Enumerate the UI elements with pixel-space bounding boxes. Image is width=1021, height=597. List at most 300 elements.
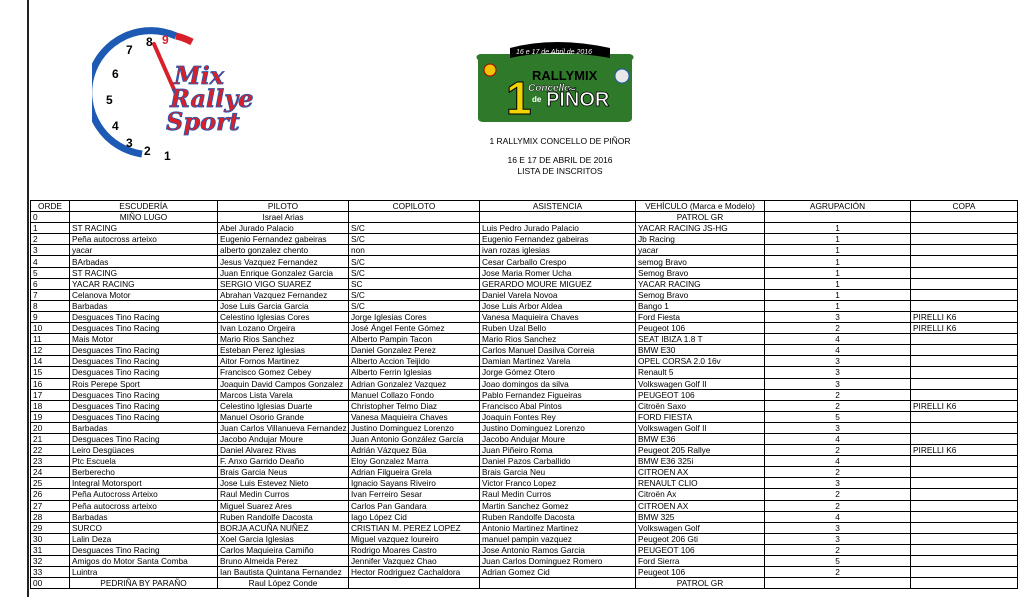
cell-copiloto: Alberto Ferrin Iglesias bbox=[349, 367, 480, 378]
cell-asistencia: Jose Antonio Ramos Garcia bbox=[480, 544, 636, 555]
cell-piloto: Jesus Vazquez Fernandez bbox=[218, 256, 349, 267]
cell-piloto: Miguel Suarez Ares bbox=[218, 500, 349, 511]
cell-vehiculo: Semog Bravo bbox=[636, 289, 765, 300]
cell-copiloto: Rodrigo Moares Castro bbox=[349, 544, 480, 555]
cell-orde: 17 bbox=[31, 389, 70, 400]
cell-vehiculo: semog Bravo bbox=[636, 256, 765, 267]
cell-vehiculo: PATROL GR bbox=[636, 578, 765, 589]
cell-piloto: Brais Garcia Neus bbox=[218, 467, 349, 478]
cell-asistencia: Adrian Gomez Cid bbox=[480, 567, 636, 578]
cell-escuderia: Desguaces Tino Racing bbox=[70, 356, 218, 367]
cell-copa bbox=[911, 511, 1018, 522]
cell-asistencia: Daniel Varela Novoa bbox=[480, 289, 636, 300]
cell-vehiculo: CITROEN AX bbox=[636, 467, 765, 478]
cell-escuderia: Peña autocross arteixo bbox=[70, 234, 218, 245]
cell-escuderia: Desguaces Tino Racing bbox=[70, 433, 218, 444]
table-row bbox=[31, 533, 1018, 544]
cell-agrupacion: 2 bbox=[765, 544, 911, 555]
cell-escuderia: ST RACING bbox=[70, 223, 218, 234]
cell-orde: 33 bbox=[31, 567, 70, 578]
cell-copiloto: Eloy Gonzalez Marra bbox=[349, 456, 480, 467]
cell-agrupacion: 1 bbox=[765, 300, 911, 311]
table-row bbox=[31, 456, 1018, 467]
col-header-copa: COPA bbox=[911, 201, 1018, 212]
cell-copiloto: Manuel Collazo Fondo bbox=[349, 389, 480, 400]
cell-copiloto: Ivan Ferreiro Sesar bbox=[349, 489, 480, 500]
cell-piloto: Celestino Iglesias Cores bbox=[218, 311, 349, 322]
cell-orde: 30 bbox=[31, 533, 70, 544]
cell-orde: 6 bbox=[31, 278, 70, 289]
cell-agrupacion: 2 bbox=[765, 400, 911, 411]
cell-vehiculo: BMW 325 bbox=[636, 511, 765, 522]
cell-vehiculo: RENAULT CLIO bbox=[636, 478, 765, 489]
cell-orde: 15 bbox=[31, 367, 70, 378]
cell-asistencia: Ruben Randolfe Dacosta bbox=[480, 511, 636, 522]
cell-agrupacion: 4 bbox=[765, 345, 911, 356]
cell-piloto: Aitor Fornos Martinez bbox=[218, 356, 349, 367]
cell-asistencia: Victor Franco Lopez bbox=[480, 478, 636, 489]
table-row bbox=[31, 500, 1018, 511]
cell-asistencia: ivan rozas iglesias bbox=[480, 245, 636, 256]
cell-copiloto: Iago López Cid bbox=[349, 511, 480, 522]
cell-vehiculo: BMW E36 325i bbox=[636, 456, 765, 467]
cell-orde: 25 bbox=[31, 478, 70, 489]
cell-copiloto: Justino Dominguez Lorenzo bbox=[349, 422, 480, 433]
cell-orde: 22 bbox=[31, 445, 70, 456]
cell-vehiculo: Volkswagen Golf II bbox=[636, 422, 765, 433]
cell-piloto: Ruben Randolfe Dacosta bbox=[218, 511, 349, 522]
cell-copa bbox=[911, 544, 1018, 555]
cell-asistencia: Jose Maria Romer Ucha bbox=[480, 267, 636, 278]
cell-asistencia: Joao domingos da silva bbox=[480, 378, 636, 389]
cell-agrupacion: 3 bbox=[765, 522, 911, 533]
cell-asistencia: Cesar Carballo Crespo bbox=[480, 256, 636, 267]
entry-list-table bbox=[30, 200, 1018, 589]
cell-escuderia: Desguaces Tino Racing bbox=[70, 345, 218, 356]
cell-agrupacion: 1 bbox=[765, 256, 911, 267]
cell-asistencia: Daniel Pazos Carballido bbox=[480, 456, 636, 467]
cell-escuderia: PEDRIÑA BY PARAÑO bbox=[70, 578, 218, 589]
cell-copa bbox=[911, 500, 1018, 511]
cell-escuderia: Leiro Desgüaces bbox=[70, 445, 218, 456]
col-header-piloto: PILOTO bbox=[218, 201, 349, 212]
cell-vehiculo: Peugeot 106 bbox=[636, 323, 765, 334]
cell-escuderia: Ptc Escuela bbox=[70, 456, 218, 467]
cell-vehiculo: Peugeot 106 bbox=[636, 567, 765, 578]
table-row bbox=[31, 378, 1018, 389]
cell-copiloto: S/C bbox=[349, 234, 480, 245]
cell-escuderia: Amigos do Motor Santa Comba bbox=[70, 556, 218, 567]
cell-agrupacion: 5 bbox=[765, 411, 911, 422]
cell-agrupacion: 1 bbox=[765, 278, 911, 289]
table-row bbox=[31, 311, 1018, 322]
cell-copa bbox=[911, 433, 1018, 444]
cell-asistencia: Vanesa Maquieira Chaves bbox=[480, 311, 636, 322]
cell-escuderia: yacar bbox=[70, 245, 218, 256]
dial-number: 2 bbox=[144, 144, 151, 158]
cell-escuderia: Peña Autocross Arteixo bbox=[70, 489, 218, 500]
cell-copa bbox=[911, 489, 1018, 500]
cell-copiloto: S/C bbox=[349, 300, 480, 311]
cell-orde: 23 bbox=[31, 456, 70, 467]
cell-piloto: Ivan Lozano Orgeira bbox=[218, 323, 349, 334]
cell-copa bbox=[911, 267, 1018, 278]
cell-copa bbox=[911, 223, 1018, 234]
table-row bbox=[31, 300, 1018, 311]
cell-piloto: Juan Carlos Villanueva Fernandez bbox=[218, 422, 349, 433]
logo-big-number: 1 bbox=[506, 72, 532, 124]
cell-vehiculo: Citroën Saxo bbox=[636, 400, 765, 411]
cell-orde: 26 bbox=[31, 489, 70, 500]
cell-orde: 32 bbox=[31, 556, 70, 567]
table-row bbox=[31, 223, 1018, 234]
cell-copiloto: Alberto Pampin Tacon bbox=[349, 334, 480, 345]
cell-copa: PIRELLI K6 bbox=[911, 311, 1018, 322]
cell-vehiculo: Citroën Ax bbox=[636, 489, 765, 500]
cell-asistencia bbox=[480, 212, 636, 223]
table-row bbox=[31, 478, 1018, 489]
table-row bbox=[31, 511, 1018, 522]
cell-agrupacion: 3 bbox=[765, 367, 911, 378]
cell-copa bbox=[911, 578, 1018, 589]
cell-agrupacion: 3 bbox=[765, 311, 911, 322]
col-header-agrupacion: AGRUPACIÓN bbox=[765, 201, 911, 212]
cell-agrupacion bbox=[765, 212, 911, 223]
dial-number: 6 bbox=[112, 67, 119, 81]
cell-orde: 29 bbox=[31, 522, 70, 533]
cell-copa: PIRELLI K6 bbox=[911, 445, 1018, 456]
cell-orde: 28 bbox=[31, 511, 70, 522]
cell-agrupacion: 2 bbox=[765, 500, 911, 511]
cell-vehiculo: Jb Racing bbox=[636, 234, 765, 245]
cell-orde: 21 bbox=[31, 433, 70, 444]
dial-number: 5 bbox=[106, 93, 113, 107]
cell-escuderia: MIÑO LUGO bbox=[70, 212, 218, 223]
cell-escuderia: Mais Motor bbox=[70, 334, 218, 345]
cell-asistencia: manuel pampin vazquez bbox=[480, 533, 636, 544]
cell-vehiculo: OPEL CORSA 2.0 16v bbox=[636, 356, 765, 367]
cell-asistencia: Juan Piñeiro Roma bbox=[480, 445, 636, 456]
cell-agrupacion: 2 bbox=[765, 467, 911, 478]
dial-number: 4 bbox=[112, 119, 119, 133]
table-row bbox=[31, 356, 1018, 367]
cell-orde: 3 bbox=[31, 245, 70, 256]
table-row bbox=[31, 212, 1018, 223]
cell-asistencia: Jacobo Andujar Moure bbox=[480, 433, 636, 444]
table-row bbox=[31, 522, 1018, 533]
cell-copa bbox=[911, 278, 1018, 289]
logo-title-concello: Concello bbox=[528, 83, 571, 94]
cell-asistencia: Antonio Martinez Martinez bbox=[480, 522, 636, 533]
cell-vehiculo: Volkswagen Golf bbox=[636, 522, 765, 533]
cell-orde: 7 bbox=[31, 289, 70, 300]
cell-escuderia: Berberecho bbox=[70, 467, 218, 478]
col-header-escuderia: ESCUDERÍA bbox=[70, 201, 218, 212]
cell-piloto: Mario Rios Sanchez bbox=[218, 334, 349, 345]
cell-asistencia: Jorge Gómez Otero bbox=[480, 367, 636, 378]
table-row bbox=[31, 400, 1018, 411]
table-row bbox=[31, 411, 1018, 422]
cell-escuderia: Desguaces Tino Racing bbox=[70, 411, 218, 422]
cell-asistencia: Jose Luis Arbor Aldea bbox=[480, 300, 636, 311]
cell-escuderia: Barbadas bbox=[70, 300, 218, 311]
cell-asistencia: Eugenio Fernandez gabeiras bbox=[480, 234, 636, 245]
cell-escuderia: Integral Motorsport bbox=[70, 478, 218, 489]
cell-copiloto bbox=[349, 578, 480, 589]
table-row bbox=[31, 445, 1018, 456]
cell-orde: 31 bbox=[31, 544, 70, 555]
cell-agrupacion: 1 bbox=[765, 289, 911, 300]
cell-orde: 14 bbox=[31, 356, 70, 367]
table-body bbox=[31, 212, 1018, 589]
cell-copa bbox=[911, 212, 1018, 223]
cell-agrupacion bbox=[765, 578, 911, 589]
cell-orde: 18 bbox=[31, 400, 70, 411]
cell-piloto: Carlos Maquieira Camiño bbox=[218, 544, 349, 555]
cell-copiloto: Alberto Accion Teijido bbox=[349, 356, 480, 367]
cell-escuderia: Desguaces Tino Racing bbox=[70, 323, 218, 334]
cell-agrupacion: 1 bbox=[765, 234, 911, 245]
cell-vehiculo: BMW E36 bbox=[636, 433, 765, 444]
cell-vehiculo: PATROL GR bbox=[636, 212, 765, 223]
cell-agrupacion: 5 bbox=[765, 556, 911, 567]
cell-escuderia: SURCO bbox=[70, 522, 218, 533]
cell-piloto: Raul López Conde bbox=[218, 578, 349, 589]
cell-copiloto: S/C bbox=[349, 267, 480, 278]
cell-asistencia: Raul Medin Curros bbox=[480, 489, 636, 500]
table-row bbox=[31, 544, 1018, 555]
cell-escuderia: Rois Perepe Sport bbox=[70, 378, 218, 389]
table-row bbox=[31, 367, 1018, 378]
cell-orde: 0 bbox=[31, 212, 70, 223]
cell-copa bbox=[911, 456, 1018, 467]
cell-piloto: Esteban Perez Iglesias bbox=[218, 345, 349, 356]
cell-asistencia: Juan Carlos Dominguez Romero bbox=[480, 556, 636, 567]
cell-escuderia: Lalin Deza bbox=[70, 533, 218, 544]
cell-asistencia: Damian Martinez Varela bbox=[480, 356, 636, 367]
cell-agrupacion: 4 bbox=[765, 511, 911, 522]
cell-asistencia: Joaquin Fontes Rey bbox=[480, 411, 636, 422]
logo-title-rallymix: RALLYMIX bbox=[532, 68, 598, 83]
table-row bbox=[31, 289, 1018, 300]
cell-asistencia bbox=[480, 578, 636, 589]
cell-escuderia: Barbadas bbox=[70, 511, 218, 522]
cell-copiloto: Adrián Vázquez Búa bbox=[349, 445, 480, 456]
cell-orde: 00 bbox=[31, 578, 70, 589]
cell-asistencia: Ruben Uzal Bello bbox=[480, 323, 636, 334]
cell-vehiculo: YACAR RACING bbox=[636, 278, 765, 289]
cell-copiloto: Miguel vazquez loureiro bbox=[349, 533, 480, 544]
cell-piloto: Jose Luis Garcia Garcia bbox=[218, 300, 349, 311]
logo-word-mix: Mix bbox=[174, 61, 224, 90]
logo-dates: 16 e 17 de Abril de 2016 bbox=[516, 49, 593, 56]
sponsor-emblem bbox=[615, 69, 629, 83]
table-row bbox=[31, 567, 1018, 578]
logo-word-rallye: Rallye bbox=[170, 84, 254, 113]
cell-vehiculo: Volkswagen Golf II bbox=[636, 378, 765, 389]
cell-agrupacion: 2 bbox=[765, 389, 911, 400]
cell-orde: 5 bbox=[31, 267, 70, 278]
cell-piloto: Jose Luis Estevez Nieto bbox=[218, 478, 349, 489]
cell-vehiculo: PEUGEOT 106 bbox=[636, 389, 765, 400]
table-row bbox=[31, 578, 1018, 589]
cell-piloto: Israel Arias bbox=[218, 212, 349, 223]
cell-copa bbox=[911, 289, 1018, 300]
cell-vehiculo: Peugeot 206 Gti bbox=[636, 533, 765, 544]
cell-asistencia: Luis Pedro Jurado Palacio bbox=[480, 223, 636, 234]
cell-copa bbox=[911, 389, 1018, 400]
dial-number: 8 bbox=[146, 35, 153, 49]
cell-piloto: Bruno Almeida Perez bbox=[218, 556, 349, 567]
cell-copiloto: Jorge Iglesias Cores bbox=[349, 311, 480, 322]
cell-asistencia: Justino Dominguez Lorenzo bbox=[480, 422, 636, 433]
cell-copiloto: CRISTIAN M. PEREZ LOPEZ bbox=[349, 522, 480, 533]
cell-orde: 4 bbox=[31, 256, 70, 267]
cell-copiloto: Adrian Gonzalez Vazquez bbox=[349, 378, 480, 389]
cell-vehiculo: Renault 5 bbox=[636, 367, 765, 378]
cell-escuderia: Barbadas bbox=[70, 422, 218, 433]
cell-orde: 10 bbox=[31, 323, 70, 334]
cell-asistencia: Brais Garcia Neu bbox=[480, 467, 636, 478]
logo-word-sport: Sport bbox=[166, 107, 240, 136]
cell-vehiculo: BMW E30 bbox=[636, 345, 765, 356]
cell-piloto: alberto gonzalez chento bbox=[218, 245, 349, 256]
cell-escuderia: YACAR RACING bbox=[70, 278, 218, 289]
cell-copa bbox=[911, 256, 1018, 267]
cell-copiloto: non bbox=[349, 245, 480, 256]
cell-orde: 27 bbox=[31, 500, 70, 511]
dial-number: 3 bbox=[126, 136, 133, 150]
cell-copa bbox=[911, 345, 1018, 356]
cell-escuderia: Desguaces Tino Racing bbox=[70, 367, 218, 378]
table-row bbox=[31, 323, 1018, 334]
cell-orde: 9 bbox=[31, 311, 70, 322]
cell-copa bbox=[911, 245, 1018, 256]
table-row bbox=[31, 556, 1018, 567]
col-header-copiloto: COPILOTO bbox=[349, 201, 480, 212]
cell-escuderia: Luintra bbox=[70, 567, 218, 578]
cell-piloto: F. Anxo Garrido Deaño bbox=[218, 456, 349, 467]
cell-copiloto: Juan Antonio González García bbox=[349, 433, 480, 444]
cell-piloto: Francisco Gomez Cebey bbox=[218, 367, 349, 378]
cell-vehiculo: Ford Sierra bbox=[636, 556, 765, 567]
cell-orde: 12 bbox=[31, 345, 70, 356]
cell-copa bbox=[911, 478, 1018, 489]
cell-agrupacion: 4 bbox=[765, 433, 911, 444]
cell-copa bbox=[911, 378, 1018, 389]
cell-piloto: Manuel Osorio Grande bbox=[218, 411, 349, 422]
cell-agrupacion: 1 bbox=[765, 245, 911, 256]
list-subtitle: LISTA DE INSCRITOS bbox=[517, 166, 603, 176]
cell-agrupacion: 3 bbox=[765, 422, 911, 433]
table-row bbox=[31, 389, 1018, 400]
cell-vehiculo: YACAR RACING JS-HG bbox=[636, 223, 765, 234]
cell-vehiculo: SEAT IBIZA 1.8 T bbox=[636, 334, 765, 345]
cell-copa bbox=[911, 367, 1018, 378]
cell-escuderia: Celanova Motor bbox=[70, 289, 218, 300]
cell-asistencia: Martin Sanchez Gomez bbox=[480, 500, 636, 511]
cell-asistencia: Pablo Fernandez Figueiras bbox=[480, 389, 636, 400]
council-emblem bbox=[484, 64, 496, 76]
cell-copiloto: José Ángel Fente Gómez bbox=[349, 323, 480, 334]
cell-copa bbox=[911, 411, 1018, 422]
cell-asistencia: Francisco Abal Pintos bbox=[480, 400, 636, 411]
cell-orde: 1 bbox=[31, 223, 70, 234]
cell-copa bbox=[911, 556, 1018, 567]
dial-number: 9 bbox=[162, 33, 169, 47]
cell-piloto: Jacobo Andujar Moure bbox=[218, 433, 349, 444]
cell-piloto: SERGIO VIGO SUAREZ bbox=[218, 278, 349, 289]
cell-agrupacion: 4 bbox=[765, 456, 911, 467]
mix-rallye-sport-logo bbox=[92, 22, 282, 167]
cell-piloto: Raul Medin Curros bbox=[218, 489, 349, 500]
cell-copa bbox=[911, 334, 1018, 345]
cell-agrupacion: 3 bbox=[765, 356, 911, 367]
logo-title-pinor: PIÑOR bbox=[546, 89, 610, 111]
table-row bbox=[31, 245, 1018, 256]
cell-copiloto: Vanesa Maquieira Chaves bbox=[349, 411, 480, 422]
cell-copiloto: Christopher Telmo Diaz bbox=[349, 400, 480, 411]
table-row bbox=[31, 334, 1018, 345]
cell-copiloto: Daniel Gonzalez Perez bbox=[349, 345, 480, 356]
cell-agrupacion: 1 bbox=[765, 223, 911, 234]
cell-copiloto: Jennifer Vazquez Chao bbox=[349, 556, 480, 567]
cell-piloto: Abrahan Vazquez Fernandez bbox=[218, 289, 349, 300]
cell-escuderia: Desguaces Tino Racing bbox=[70, 544, 218, 555]
cell-copa bbox=[911, 356, 1018, 367]
dial-number: 7 bbox=[126, 43, 133, 57]
cell-vehiculo: Peugeot 205 Rallye bbox=[636, 445, 765, 456]
table-row bbox=[31, 234, 1018, 245]
col-header-vehiculo: VEHÍCULO (Marca e Modelo) bbox=[636, 201, 765, 212]
cell-escuderia: Desguaces Tino Racing bbox=[70, 311, 218, 322]
cell-copa: PIRELLI K6 bbox=[911, 400, 1018, 411]
table-row bbox=[31, 489, 1018, 500]
cell-copiloto: Ignacio Sayans Riveiro bbox=[349, 478, 480, 489]
cell-escuderia: Desguaces Tino Racing bbox=[70, 389, 218, 400]
cell-orde: 8 bbox=[31, 300, 70, 311]
cell-agrupacion: 1 bbox=[765, 267, 911, 278]
cell-agrupacion: 2 bbox=[765, 489, 911, 500]
cell-piloto: Xoel Garcia Iglesias bbox=[218, 533, 349, 544]
col-header-asistencia: ASISTENCIA bbox=[480, 201, 636, 212]
cell-agrupacion: 4 bbox=[765, 334, 911, 345]
cell-copiloto: Adrian Filgueira Grela bbox=[349, 467, 480, 478]
table-row bbox=[31, 433, 1018, 444]
cell-vehiculo: FORD FIESTA bbox=[636, 411, 765, 422]
cell-piloto: Abel Jurado Palacio bbox=[218, 223, 349, 234]
cell-agrupacion: 3 bbox=[765, 533, 911, 544]
cell-asistencia: GERARDO MOURE MIGUEZ bbox=[480, 278, 636, 289]
cell-orde: 19 bbox=[31, 411, 70, 422]
cell-escuderia: Desguaces Tino Racing bbox=[70, 400, 218, 411]
cell-piloto: Marcos Lista Varela bbox=[218, 389, 349, 400]
cell-agrupacion: 2 bbox=[765, 567, 911, 578]
cell-copiloto: S/C bbox=[349, 289, 480, 300]
cell-copa bbox=[911, 422, 1018, 433]
cell-copa bbox=[911, 300, 1018, 311]
cell-vehiculo: CITROEN AX bbox=[636, 500, 765, 511]
cell-piloto: Juan Enrique Gonzalez Garcia bbox=[218, 267, 349, 278]
document-title: 1 RALLYMIX CONCELLO DE PIÑOR bbox=[489, 136, 631, 146]
cell-piloto: Celestino Iglesias Duarte bbox=[218, 400, 349, 411]
cell-vehiculo: yacar bbox=[636, 245, 765, 256]
table-row bbox=[31, 256, 1018, 267]
cell-copa: PIRELLI K6 bbox=[911, 323, 1018, 334]
cell-agrupacion: 3 bbox=[765, 378, 911, 389]
cell-escuderia: BArbadas bbox=[70, 256, 218, 267]
table-row bbox=[31, 345, 1018, 356]
